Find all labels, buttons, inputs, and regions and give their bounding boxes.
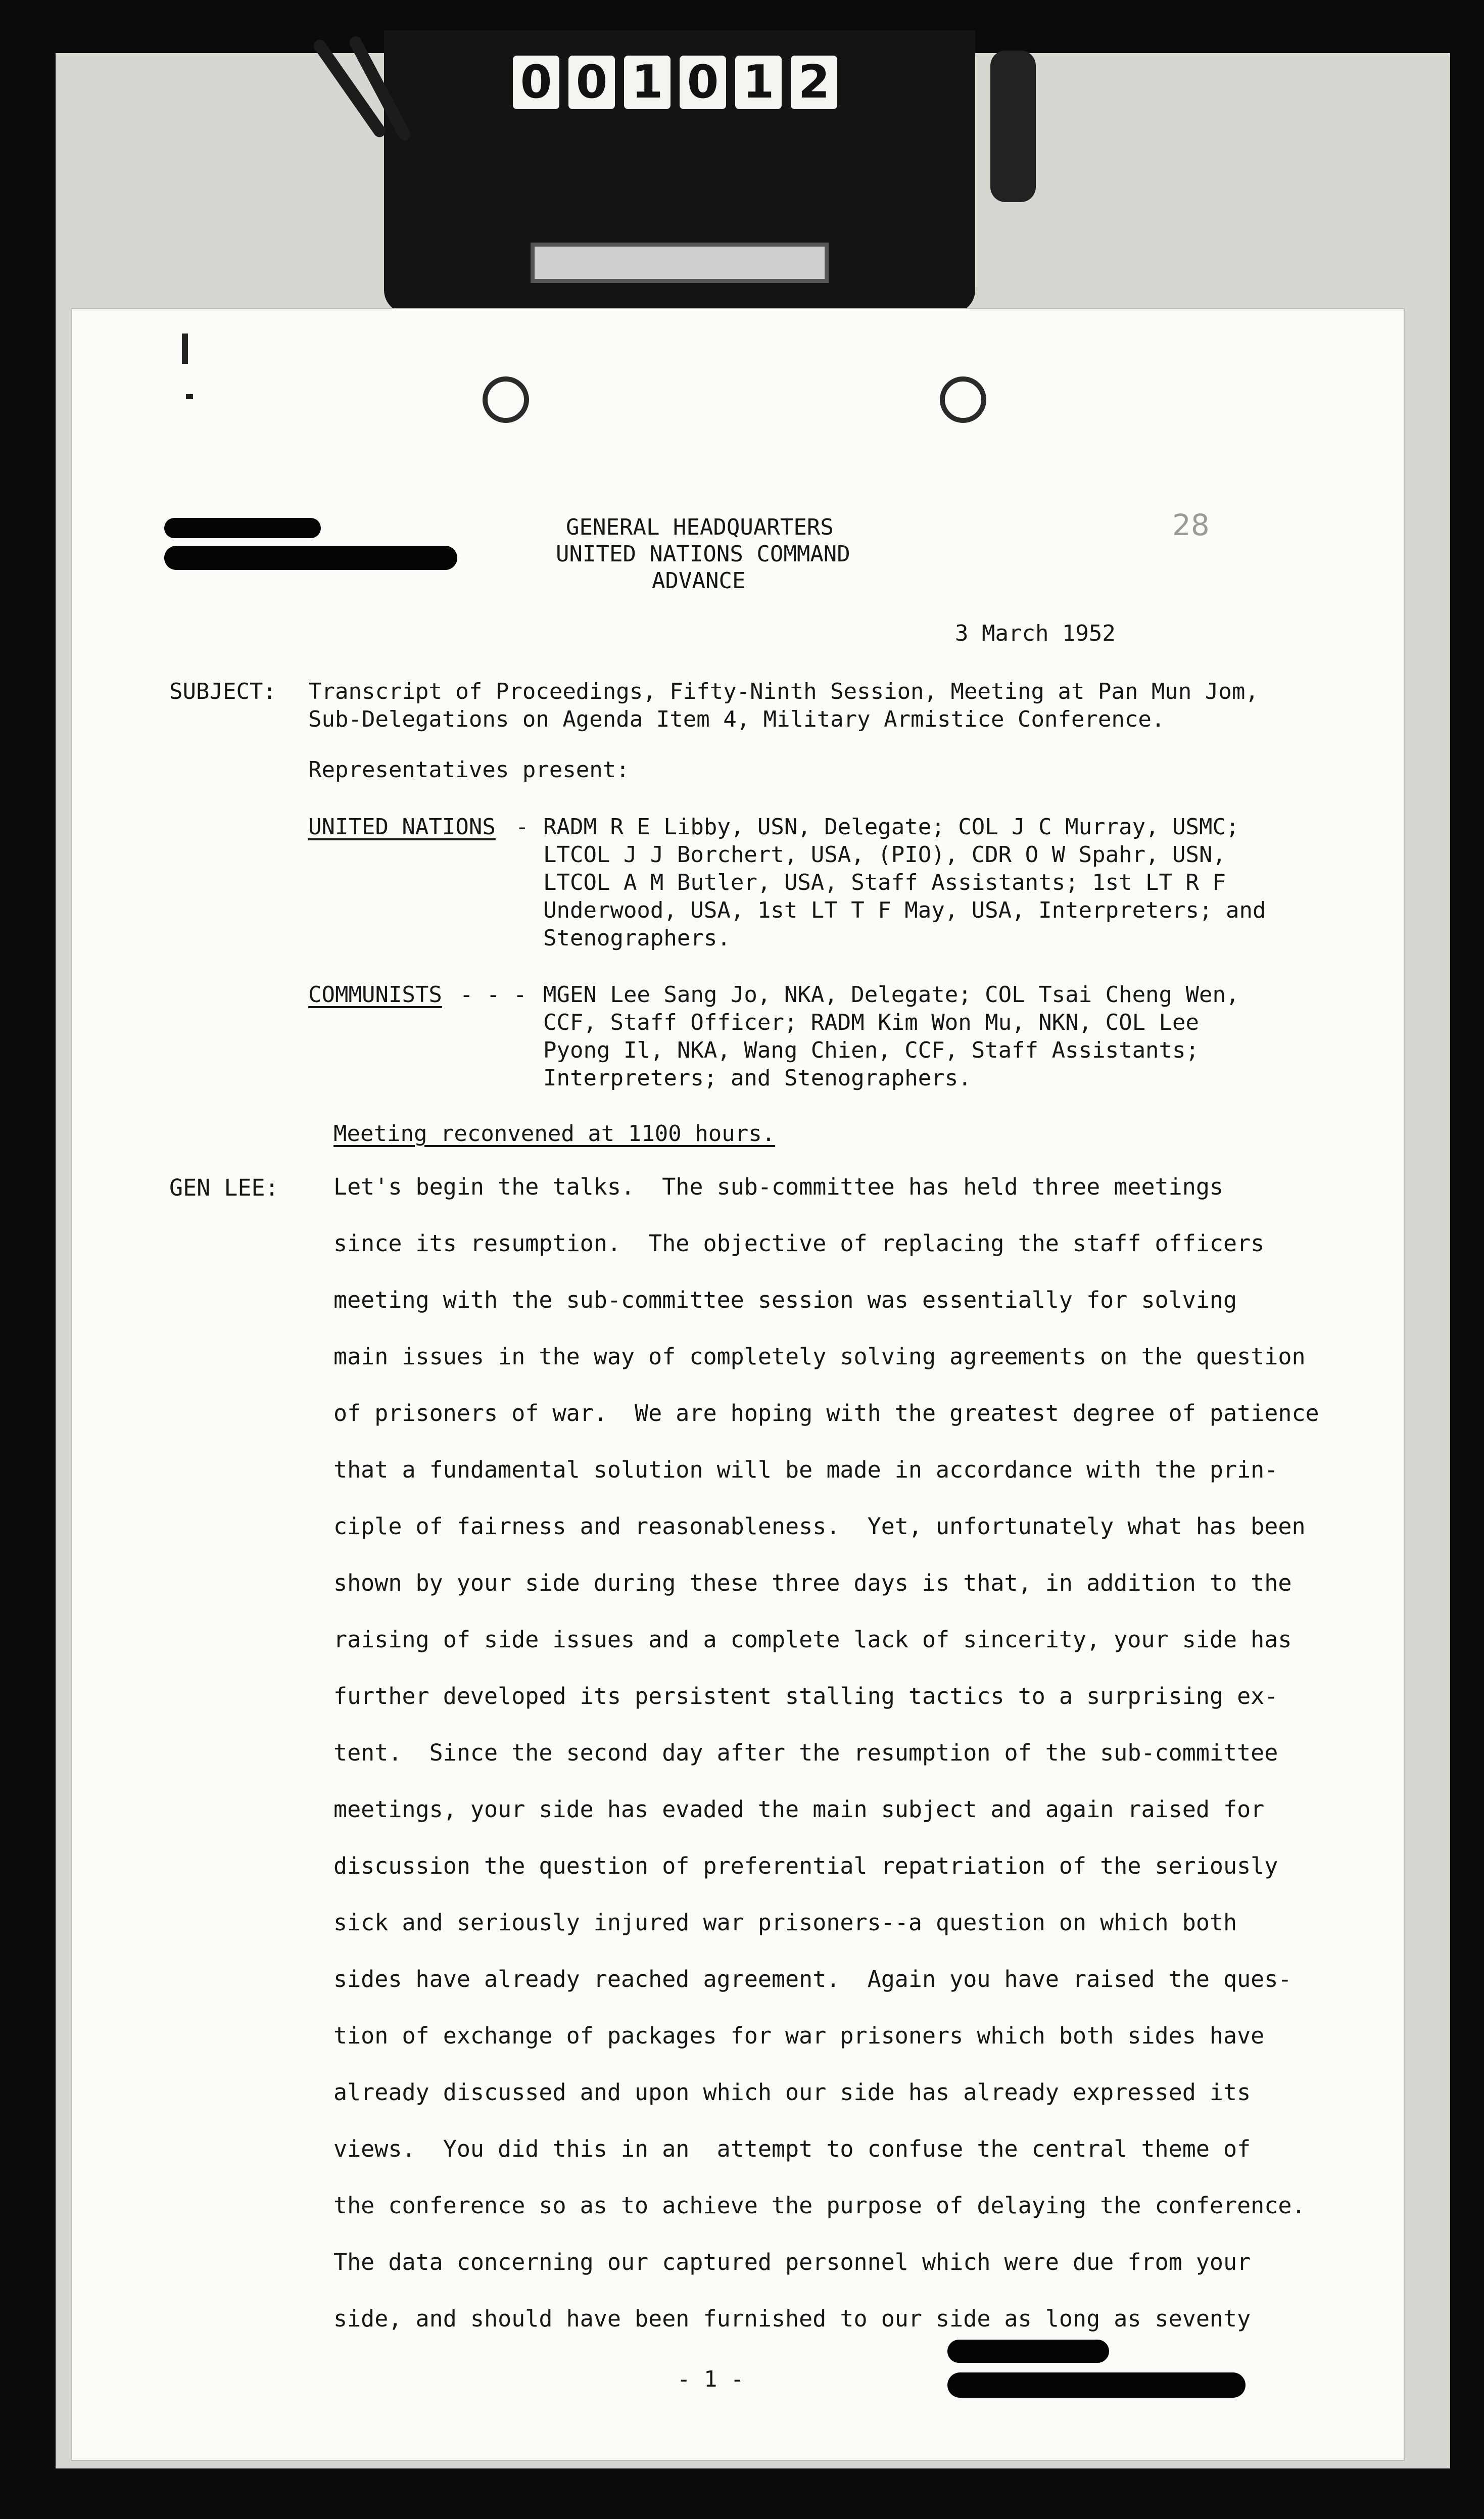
page-tick-mark xyxy=(186,394,193,399)
header-line-2: UNITED NATIONS COMMAND xyxy=(556,541,850,567)
header-line-3: ADVANCE xyxy=(652,568,746,594)
speech-line: tent. Since the second day after the resumption of the sub-committee xyxy=(333,1739,1278,1766)
document-date: 3 March 1952 xyxy=(955,621,1116,646)
representatives-intro: Representatives present: xyxy=(308,757,630,783)
communists-label: COMMUNISTS xyxy=(308,982,442,1008)
redaction-bar xyxy=(164,518,321,538)
redaction-bar xyxy=(164,546,457,570)
counter-digit: 1 xyxy=(624,56,671,109)
counter-plate xyxy=(531,243,829,283)
header-line-1: GENERAL HEADQUARTERS xyxy=(566,514,834,540)
counter-digit: 0 xyxy=(513,56,559,109)
page-number: - 1 - xyxy=(677,2366,744,2392)
un-line: RADM R E Libby, USN, Delegate; COL J C Murray, USMC; xyxy=(543,814,1239,840)
speech-line: raising of side issues and a complete lack of sincerity, your side has xyxy=(333,1626,1292,1653)
punch-hole xyxy=(483,376,529,423)
speech-line: further developed its persistent stalling tactics to a surprising ex- xyxy=(333,1683,1278,1709)
communists-line: MGEN Lee Sang Jo, NKA, Delegate; COL Tsai Cheng Wen, xyxy=(543,982,1239,1008)
speech-line: side, and should have been furnished to our side as long as seventy xyxy=(333,2305,1251,2332)
speaker-label: GEN LEE: xyxy=(169,1174,279,1201)
un-label: UNITED NATIONS xyxy=(308,814,496,840)
counter-digit: 0 xyxy=(568,56,615,109)
un-line: LTCOL A M Butler, USA, Staff Assistants; 1st LT R F xyxy=(543,870,1226,895)
counter-digits xyxy=(513,56,837,109)
un-line: LTCOL J J Borchert, USA, (PIO), CDR O W Spahr, USN, xyxy=(543,842,1226,868)
redaction-bar xyxy=(947,2372,1246,2398)
counter-digit: 0 xyxy=(680,56,726,109)
counter-digit: 2 xyxy=(791,56,837,109)
subject-line-1: Transcript of Proceedings, Fifty-Ninth Session, Meeting at Pan Mun Jom, xyxy=(308,679,1259,704)
counter-digit: 1 xyxy=(735,56,782,109)
counter-knob xyxy=(990,51,1036,202)
communists-line: CCF, Staff Officer; RADM Kim Won Mu, NKN, COL Lee xyxy=(543,1010,1200,1035)
un-dash: - xyxy=(515,814,529,840)
subject-label: SUBJECT: xyxy=(169,679,276,704)
communists-dash: - - - xyxy=(460,982,527,1008)
speech-line: tion of exchange of packages for war prisoners which both sides have xyxy=(333,2022,1265,2049)
frame-counter-device xyxy=(384,30,975,313)
speech-line: the conference so as to achieve the purpose of delaying the conference. xyxy=(333,2192,1306,2219)
speech-line: sick and seriously injured war prisoners--a question on which both xyxy=(333,1909,1237,1936)
page-mark: 28 xyxy=(1172,508,1210,542)
speech-line: shown by your side during these three days is that, in addition to the xyxy=(333,1570,1292,1596)
speech-line: since its resumption. The objective of replacing the staff officers xyxy=(333,1230,1265,1257)
subject-line-2: Sub-Delegations on Agenda Item 4, Military Armistice Conference. xyxy=(308,706,1165,732)
speech-line: views. You did this in an attempt to confuse the central theme of xyxy=(333,2135,1251,2162)
page-tick-mark xyxy=(182,334,188,364)
speech-line: of prisoners of war. We are hoping with the greatest degree of patience xyxy=(333,1400,1319,1427)
speech-line: meetings, your side has evaded the main subject and again raised for xyxy=(333,1796,1265,1823)
speech-line: main issues in the way of completely solving agreements on the question xyxy=(333,1343,1306,1370)
speech-line: The data concerning our captured personnel which were due from your xyxy=(333,2249,1251,2275)
meeting-note: Meeting reconvened at 1100 hours. xyxy=(333,1121,776,1147)
speech-line: ciple of fairness and reasonableness. Yet, unfortunately what has been xyxy=(333,1513,1306,1540)
communists-line: Interpreters; and Stenographers. xyxy=(543,1065,972,1091)
speech-line: sides have already reached agreement. Again you have raised the ques- xyxy=(333,1966,1292,1992)
speech-line: meeting with the sub-committee session was essentially for solving xyxy=(333,1287,1237,1313)
speech-line: Let's begin the talks. The sub-committee has held three meetings xyxy=(333,1173,1223,1200)
speech-line: that a fundamental solution will be made in accordance with the prin- xyxy=(333,1456,1278,1483)
document-page xyxy=(71,308,1405,2461)
speech-line: discussion the question of preferential repatriation of the seriously xyxy=(333,1852,1278,1879)
communists-line: Pyong Il, NKA, Wang Chien, CCF, Staff Assistants; xyxy=(543,1037,1200,1063)
un-line: Stenographers. xyxy=(543,925,731,951)
redaction-bar xyxy=(947,2340,1109,2363)
punch-hole xyxy=(940,376,986,423)
speech-line: already discussed and upon which our side has already expressed its xyxy=(333,2079,1251,2106)
un-line: Underwood, USA, 1st LT T F May, USA, Interpreters; and xyxy=(543,897,1266,923)
